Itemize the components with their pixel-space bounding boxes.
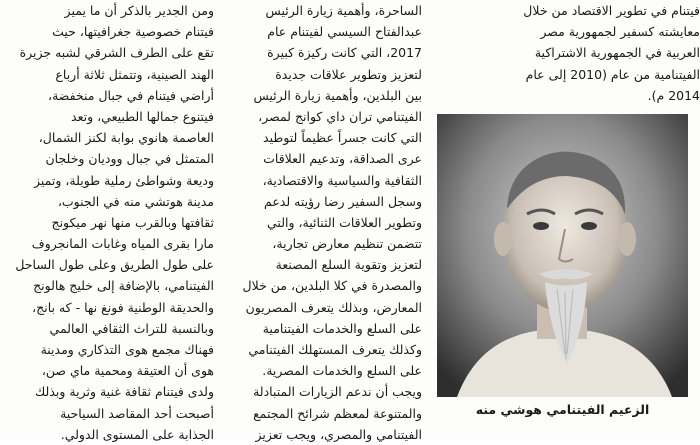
text-line: على السلع والخدمات المصرية.: [262, 363, 422, 379]
text-line: مدينة هوتشي منه في الجنوب،: [57, 193, 214, 209]
text-line: بين البلدين، وأهمية زيارة الرئيس: [253, 87, 422, 103]
text-line: المتمثل في جبال ووديان وخلجان: [45, 151, 214, 167]
text-line: وسجل السفير رضا رؤيته لدعم: [264, 193, 422, 209]
text-line: معايشته كسفير لجمهورية مصر: [540, 24, 700, 40]
text-line: العاصمة هانوي بوابة لكنز الشمال،: [38, 130, 214, 146]
text-line: 2017، التي كانت ركيزة كبيرة: [267, 45, 422, 61]
text-line: مارا بقرى المياه وغابات المانجروف: [31, 236, 214, 252]
text-line: الفيتنامي، بالإضافة إلى خليج هالونج: [33, 278, 214, 294]
text-line: الساحرة، وأهمية زيارة الرئيس: [265, 3, 422, 18]
text-line: الثقافية والسياسية والاقتصادية،: [262, 172, 422, 188]
text-line: الفيتنامي تران داي كوانج لمصر،: [258, 108, 422, 124]
text-line: الفيتنامية من عام (2010 إلى عام: [525, 66, 700, 82]
text-line: وديعة وشواطئ رملية طويلة، وتميز: [33, 172, 214, 188]
text-line: لتعزيز وتقوية السلع المصنعة: [275, 257, 422, 273]
text-line: فيتنام خصوصية جغرافيتها، حيث: [52, 24, 214, 40]
text-line: ولدى فيتنام ثقافة غنية وثرية وبذلك: [35, 384, 214, 400]
article-column-right: [432, 0, 700, 106]
text-line: الجذابة على المستوى الدولي.: [60, 426, 214, 442]
text-line: عبدالفتاح السيسي لفيتنام عام: [267, 24, 422, 40]
text-line: فهناك مجمع هوى التذكاري ومدينة: [40, 342, 214, 357]
text-line: أراضي فيتنام في جبال منخفضة،: [48, 87, 214, 103]
text-line: 2014 م).: [647, 87, 700, 103]
text-line: فيتنوع جمالها الطبيعي، وتعد: [71, 108, 214, 124]
text-line: المعارض، وبذلك يتعرف المصريون: [245, 299, 422, 315]
text-line: تتضمن تنظيم معارض تجارية،: [272, 236, 422, 252]
text-line: والمتنوعة لمعظم شرائح المجتمع: [253, 405, 422, 421]
text-line: الفيتنامي والمصري، ويجب تعزيز: [255, 426, 422, 442]
text-line: ويجب أن ندعم الزيارات المتبادلة: [253, 384, 422, 400]
text-line: وبالنسبة للتراث الثقافي العالمي: [49, 320, 214, 336]
text-line: ثقافتها وبالقرب منها نهر ميكونج: [51, 214, 214, 230]
text-line: على السلع والخدمات الفيتنامية: [262, 320, 422, 336]
text-line: على طول الطريق وعلى طول الساحل: [15, 257, 214, 273]
text-line: لتعزيز وتطوير علاقات جديدة: [275, 66, 422, 82]
text-line: والحديقة الوطنية فونغ نها - كه بانج،: [32, 299, 214, 315]
text-line: والمصدرة في كلا البلدين، من خلال: [242, 278, 422, 294]
text-line: وتطوير العلاقات الثنائية، والتي: [267, 214, 422, 230]
text-line: تقع على الطرف الشرقي لشبه جزيرة: [19, 45, 214, 61]
text-line: عرى الصداقة، وتدعيم العلاقات: [263, 151, 422, 167]
text-line: أصبحت أحد المقاصد السياحية: [60, 405, 214, 421]
photo-caption: الزعيم الفيتنامي هوشي منه: [475, 402, 650, 417]
text-line: التي كانت جسراً عظيماً لتوطيد: [263, 130, 422, 146]
text-line: فيتنام في تطوير الاقتصاد من خلال: [523, 3, 700, 18]
text-line: ومن الجدير بالذكر أن ما يميز: [64, 3, 214, 18]
portrait-photo: [437, 114, 688, 397]
article-column-left: [2, 0, 214, 445]
article-column-middle: [226, 0, 422, 445]
text-line: هوى أن العتيقة ومحمية ماي صن،: [41, 363, 214, 379]
text-line: العربية في الجمهورية الاشتراكية: [534, 45, 700, 61]
text-line: وكذلك يتعرف المستهلك الفيتنامي: [248, 342, 422, 357]
portrait-image: [437, 114, 688, 397]
text-line: الهند الصينية، وتتمثل ثلاثة أرباع: [55, 66, 214, 82]
